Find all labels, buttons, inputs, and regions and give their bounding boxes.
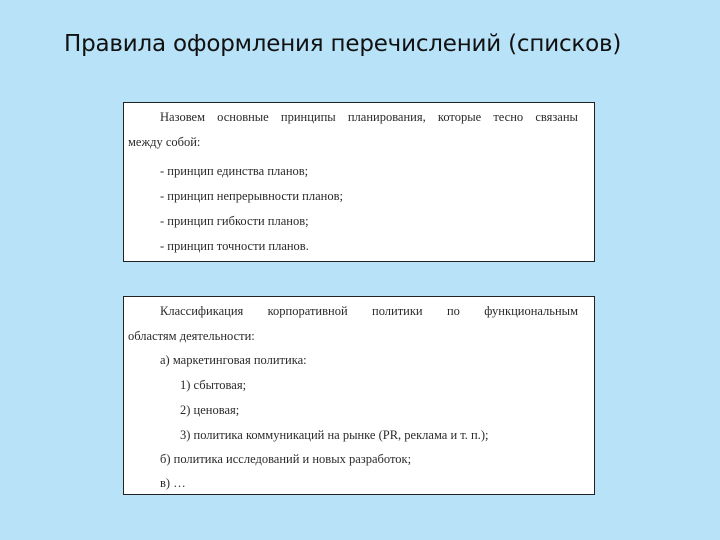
intro-word: Назовем bbox=[160, 110, 205, 124]
intro-word: связаны bbox=[535, 110, 578, 124]
intro-line-1 bbox=[160, 303, 578, 319]
intro-word: которые bbox=[437, 110, 482, 124]
list-item: - принцип точности планов. bbox=[160, 239, 309, 253]
list-item: - принцип гибкости планов; bbox=[160, 214, 309, 228]
list-item: - принцип единства планов; bbox=[160, 164, 309, 178]
intro-line-2: между собой: bbox=[128, 135, 201, 149]
intro-word: по bbox=[446, 304, 460, 318]
sub-list-item: 1) сбытовая; bbox=[180, 378, 247, 392]
intro-word: Классификация bbox=[160, 304, 244, 318]
list-item-a: а) маркетинговая политика: bbox=[160, 353, 307, 367]
list-item-b: б) политика исследований и новых разработок; bbox=[160, 452, 412, 466]
intro-word: политики bbox=[372, 304, 423, 318]
intro-word: функциональным bbox=[484, 304, 578, 318]
sub-list-item: 2) ценовая; bbox=[180, 403, 240, 417]
intro-word: тесно bbox=[493, 110, 524, 124]
planning-principles-box bbox=[123, 102, 595, 262]
policy-classification-box bbox=[123, 296, 595, 495]
intro-word: корпоративной bbox=[267, 304, 348, 318]
list-item: - принцип непрерывности планов; bbox=[160, 189, 343, 203]
intro-word: основные bbox=[217, 110, 269, 124]
intro-word: планирования, bbox=[347, 110, 426, 124]
intro-line-1 bbox=[160, 109, 578, 125]
slide-title: Правила оформления перечислений (списков) bbox=[64, 31, 622, 57]
sub-list-item: 3) политика коммуникаций на рынке (PR, реклама и т. п.); bbox=[180, 428, 489, 442]
intro-word: принципы bbox=[280, 110, 336, 124]
intro-line-2: областям деятельности: bbox=[128, 329, 255, 343]
list-item-c: в) … bbox=[160, 476, 186, 490]
